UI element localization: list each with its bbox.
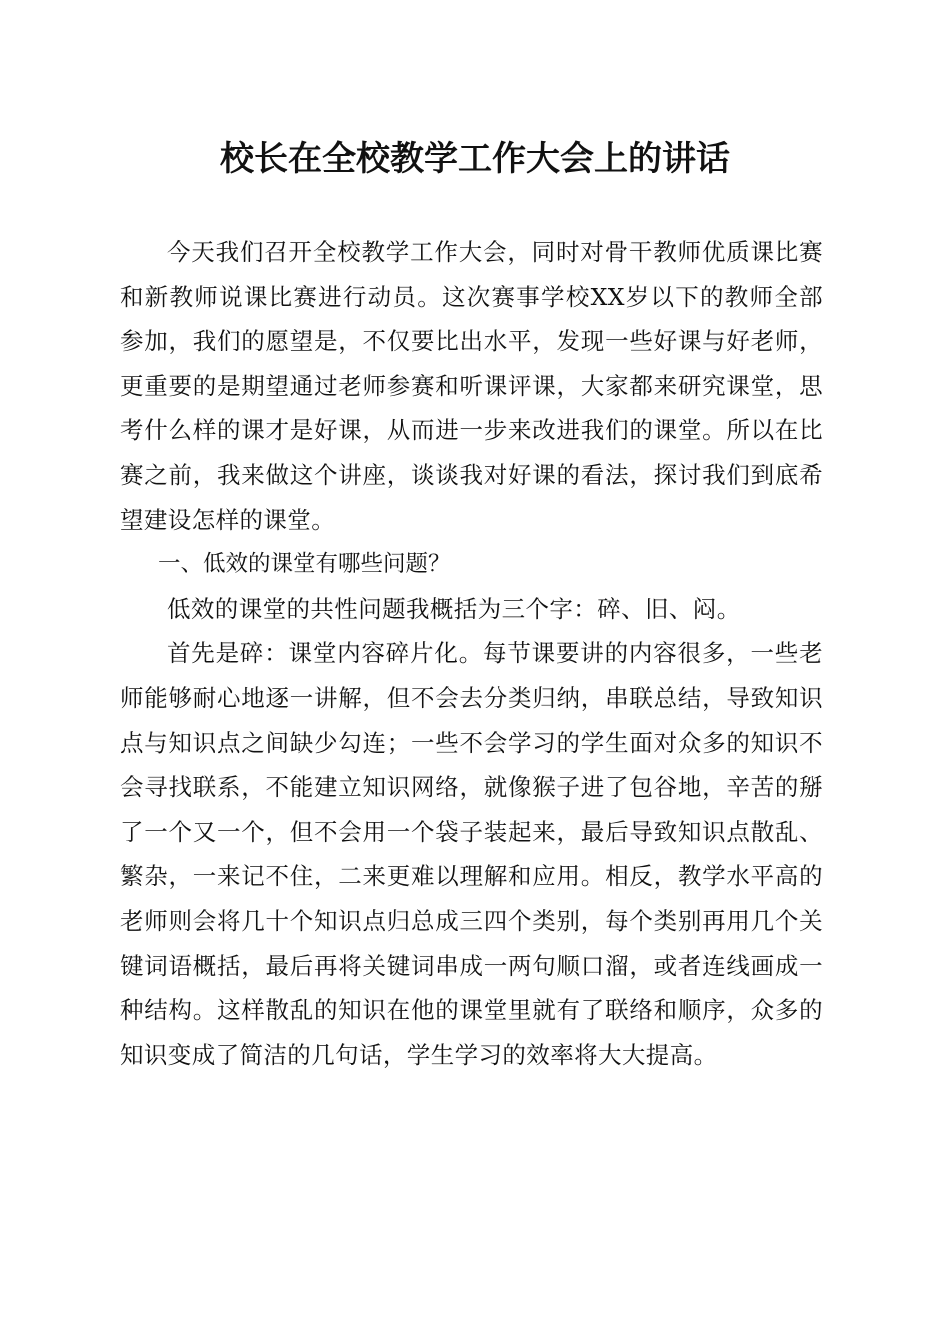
document-title: 校长在全校教学工作大会上的讲话 [220,139,730,179]
paragraph-intro: 今天我们召开全校教学工作大会，同时对骨干教师优质课比赛和新教师说课比赛进行动员。这次赛事学校XX岁以下的教师全部参加，我们的愿望是，不仅要比出水平，发现一些好课与好老师，更重要的是期望通过老师参赛和听课评课，大家都来研究课堂，思考什么样的课才是好课，从而进一步来改进我们的课堂。所以在比赛之前，我来做这个讲座，谈谈我对好课的看法，探讨我们到底希望建设怎样的课堂。 [120,238,823,534]
section-heading-1: 一、低效的课堂有哪些问题？ [158,551,451,578]
document-body [120,230,823,1077]
paragraph-summary: 低效的课堂的共性问题我概括为三个字：碎、旧、闷。 [167,594,741,623]
paragraph-fragmentation: 首先是碎：课堂内容碎片化。每节课要讲的内容很多，一些老师能够耐心地逐一讲解，但不会去分类归纳，串联总结，导致知识点与知识点之间缺少勾连；一些不会学习的学生面对众多的知识不会寻找联系，不能建立知识网络，就像猴子进了包谷地，辛苦的掰了一个又一个，但不会用一个袋子装起来，最后导致知识点散乱、繁杂，一来记不住，二来更难以理解和应用。相反，教学水平高的老师则会将几十个知识点归总成三四个类别，每个类别再用几个关键词语概括，最后再将关键词串成一两句顺口溜，或者连线画成一种结构。这样散乱的知识在他的课堂里就有了联络和顺序，众多的知识变成了简洁的几句话，学生学习的效率将大大提高。 [120,639,823,1069]
